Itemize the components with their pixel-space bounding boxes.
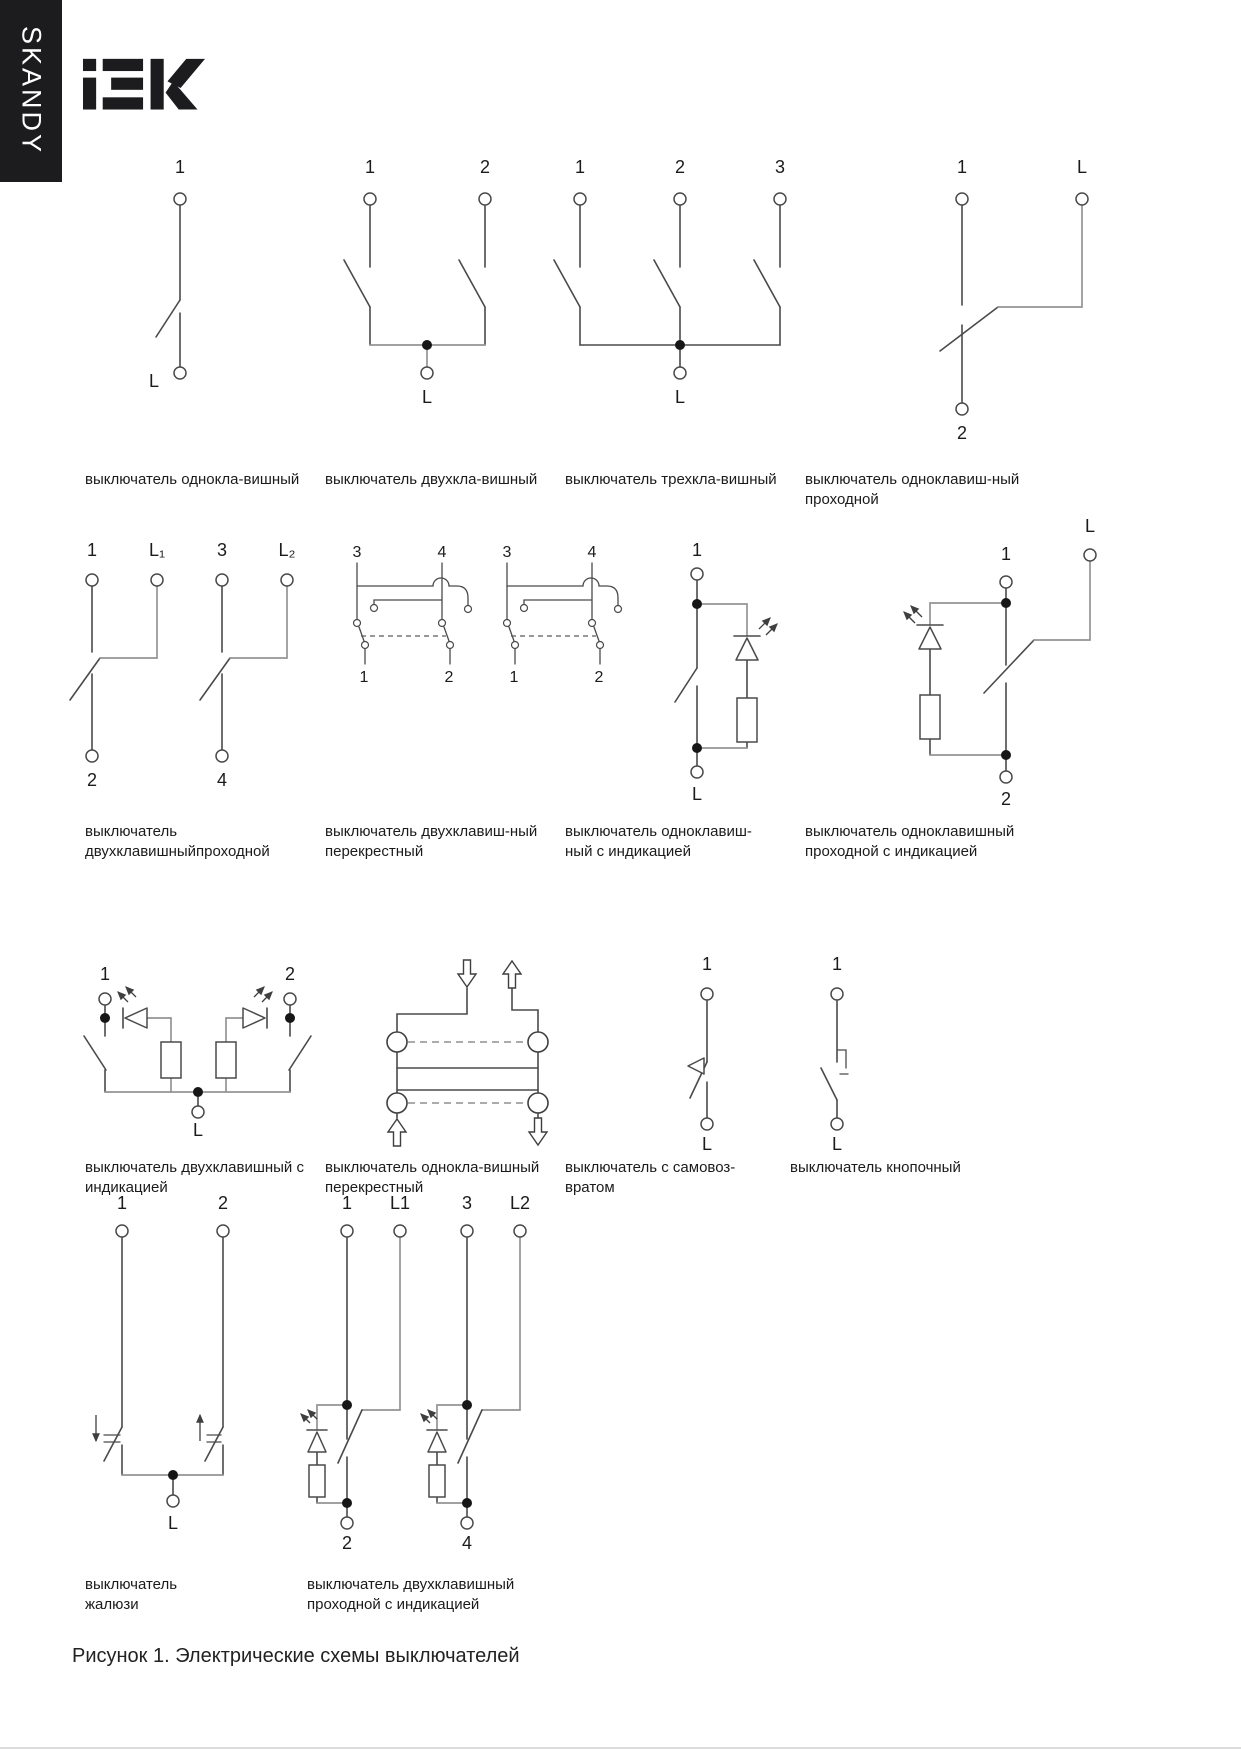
terminal-label: 2 bbox=[956, 423, 968, 443]
terminal-label: L bbox=[148, 371, 160, 391]
terminal-label: L bbox=[701, 1134, 713, 1154]
contact bbox=[362, 642, 369, 649]
terminal bbox=[701, 988, 713, 1000]
contact bbox=[447, 642, 454, 649]
terminal-label: L bbox=[1076, 157, 1088, 177]
terminal-label: 1 bbox=[574, 157, 586, 177]
contact bbox=[528, 1093, 548, 1113]
caption-r4d1: выключатель жалюзи bbox=[85, 1576, 178, 1613]
diagram-switch-push bbox=[790, 950, 880, 1175]
switch-blade bbox=[675, 668, 697, 702]
terminal bbox=[956, 403, 968, 415]
figure-caption: Рисунок 1. Электрические схемы выключателей bbox=[72, 1645, 520, 1667]
resistor bbox=[216, 1042, 236, 1078]
terminal-label: 4 bbox=[216, 770, 228, 790]
terminal-label: 1 bbox=[701, 954, 713, 974]
wires bbox=[317, 1237, 400, 1517]
caption-r1d1: выключатель однокла-вишный bbox=[85, 471, 300, 488]
resistor bbox=[429, 1465, 445, 1497]
terminal-label: 4 bbox=[587, 544, 597, 561]
terminal bbox=[192, 1106, 204, 1118]
spring-return-symbol bbox=[688, 1058, 704, 1074]
diagram-switch-1key bbox=[110, 155, 250, 460]
resistor bbox=[920, 695, 940, 739]
caption-r3d1: выключатель двухклавишный с индикацией bbox=[85, 1159, 304, 1196]
contact bbox=[387, 1032, 407, 1052]
terminal-label: L2 bbox=[509, 1195, 531, 1213]
up-arrow-icon bbox=[503, 961, 521, 988]
terminal-label: 2 bbox=[284, 966, 296, 984]
wires bbox=[554, 205, 780, 367]
led-symbol bbox=[421, 1410, 447, 1452]
diagram-switch-2key-cross bbox=[340, 542, 630, 702]
wires bbox=[437, 1237, 520, 1517]
diagram-switch-1key-ind bbox=[630, 540, 790, 825]
terminal-label: L1 bbox=[389, 1195, 411, 1213]
terminal bbox=[99, 993, 111, 1005]
contact bbox=[512, 642, 519, 649]
wires bbox=[940, 205, 1082, 403]
junction bbox=[692, 743, 702, 753]
diagram-switch-3key bbox=[540, 155, 820, 460]
switch-blade bbox=[459, 260, 485, 307]
terminal bbox=[151, 574, 163, 586]
terminal-label: L bbox=[167, 1513, 179, 1533]
terminal bbox=[116, 1225, 128, 1237]
diagram-switch-1key-cross bbox=[330, 950, 570, 1155]
terminal bbox=[691, 766, 703, 778]
switch-blade bbox=[289, 1036, 311, 1070]
resistor bbox=[737, 698, 757, 742]
wires bbox=[156, 205, 180, 367]
terminal-label: L₂ bbox=[278, 540, 296, 560]
terminal-label: 2 bbox=[444, 669, 454, 686]
caption-r2d1: выключатель двухклавишныйпроходной bbox=[85, 823, 270, 860]
diagram-switch-2key-pass-ind bbox=[300, 1195, 560, 1565]
contact bbox=[589, 620, 596, 627]
diagram-switch-1key-pass-ind bbox=[900, 515, 1130, 820]
terminal bbox=[174, 193, 186, 205]
down-arrow-icon bbox=[458, 960, 476, 987]
wires bbox=[70, 586, 287, 750]
terminal bbox=[1000, 771, 1012, 783]
down-arrow-icon bbox=[529, 1118, 547, 1145]
switch-blade bbox=[444, 627, 449, 641]
terminal bbox=[701, 1118, 713, 1130]
terminal bbox=[216, 574, 228, 586]
switch-blade bbox=[104, 1427, 122, 1461]
junction bbox=[342, 1400, 352, 1410]
contact bbox=[597, 642, 604, 649]
terminal-label: L bbox=[192, 1120, 204, 1140]
contact bbox=[615, 606, 622, 613]
contact bbox=[521, 605, 528, 612]
terminal-label: 1 bbox=[116, 1195, 128, 1213]
terminal bbox=[461, 1517, 473, 1529]
terminal-label: 2 bbox=[86, 770, 98, 790]
caption-r1d2: выключатель двухкла-вишный bbox=[325, 471, 538, 488]
terminal bbox=[394, 1225, 406, 1237]
junction bbox=[462, 1498, 472, 1508]
iek-logo bbox=[83, 58, 205, 121]
terminal bbox=[774, 193, 786, 205]
junction bbox=[692, 599, 702, 609]
resistor bbox=[161, 1042, 181, 1078]
junction bbox=[1001, 750, 1011, 760]
junction bbox=[285, 1013, 295, 1023]
switch-blade bbox=[359, 627, 364, 641]
contact bbox=[528, 1032, 548, 1052]
junction bbox=[675, 340, 685, 350]
terminal-label: 1 bbox=[509, 669, 519, 686]
terminal bbox=[284, 993, 296, 1005]
caption-r2d3: выключатель одноклавиш- ный с индикацией bbox=[565, 823, 752, 860]
junction bbox=[168, 1470, 178, 1480]
diagram-switch-2key bbox=[300, 155, 550, 460]
wires bbox=[96, 1237, 223, 1495]
junction bbox=[100, 1013, 110, 1023]
junction bbox=[193, 1087, 203, 1097]
series-tab bbox=[0, 0, 62, 182]
terminal bbox=[1076, 193, 1088, 205]
terminal-label: 2 bbox=[217, 1195, 229, 1213]
terminal bbox=[174, 367, 186, 379]
terminal-label: 1 bbox=[956, 157, 968, 177]
terminal-label: L bbox=[421, 387, 433, 407]
wires bbox=[397, 988, 538, 1118]
switch-blade bbox=[338, 1410, 362, 1463]
caption-r4d2: выключатель двухклавишный проходной с индикацией bbox=[307, 1576, 515, 1613]
wires bbox=[930, 561, 1090, 771]
terminal-label: L bbox=[691, 784, 703, 804]
series-label: SKANDY bbox=[16, 26, 47, 156]
junction bbox=[342, 1498, 352, 1508]
terminal bbox=[461, 1225, 473, 1237]
terminal bbox=[1000, 576, 1012, 588]
switch-blade bbox=[821, 1068, 837, 1100]
caption-r2d4: выключатель одноклавишный проходной с индикацией bbox=[805, 823, 1015, 860]
terminal-label: L bbox=[831, 1134, 843, 1154]
iek-logo-icon bbox=[83, 58, 205, 116]
diagram-switch-1key-pass bbox=[920, 155, 1120, 460]
terminal bbox=[281, 574, 293, 586]
terminal bbox=[341, 1517, 353, 1529]
contact bbox=[465, 606, 472, 613]
terminal-label: 3 bbox=[774, 157, 786, 177]
switch-blade bbox=[344, 260, 370, 307]
junction bbox=[422, 340, 432, 350]
terminal bbox=[479, 193, 491, 205]
terminal-label: 1 bbox=[359, 669, 369, 686]
junction bbox=[462, 1400, 472, 1410]
terminal-label: 1 bbox=[341, 1195, 353, 1213]
terminal-label: 1 bbox=[86, 540, 98, 560]
terminal-label: 3 bbox=[216, 540, 228, 560]
caption-r3d4: выключатель кнопочный bbox=[790, 1159, 961, 1176]
terminal-label: L bbox=[1084, 516, 1096, 536]
diagram-switch-2key-pass bbox=[50, 540, 340, 815]
resistor bbox=[309, 1465, 325, 1497]
contact bbox=[387, 1093, 407, 1113]
switch-blade bbox=[84, 1036, 106, 1070]
wires bbox=[344, 205, 485, 367]
terminal-label: L bbox=[674, 387, 686, 407]
wires bbox=[821, 1000, 848, 1118]
diagram-switch-momentary bbox=[660, 950, 750, 1175]
led-symbol bbox=[734, 618, 777, 660]
terminal-label: 2 bbox=[479, 157, 491, 177]
switch-blade bbox=[754, 260, 780, 307]
terminal-label: 1 bbox=[691, 540, 703, 560]
caption-r1d4: выключатель одноклавиш-ный проходной bbox=[805, 471, 1020, 508]
terminal bbox=[956, 193, 968, 205]
led-symbol bbox=[118, 987, 147, 1028]
terminal bbox=[217, 1225, 229, 1237]
terminal-label: L₁ bbox=[148, 540, 166, 560]
terminal-label: 3 bbox=[502, 544, 512, 561]
switch-blade bbox=[940, 307, 998, 351]
terminal bbox=[86, 750, 98, 762]
terminal-label: 3 bbox=[352, 544, 362, 561]
terminal bbox=[421, 367, 433, 379]
terminal bbox=[341, 1225, 353, 1237]
diagram-switch-2key-ind bbox=[60, 966, 320, 1151]
terminal bbox=[691, 568, 703, 580]
terminal bbox=[574, 193, 586, 205]
terminal bbox=[216, 750, 228, 762]
led-symbol bbox=[301, 1410, 327, 1452]
terminal bbox=[674, 367, 686, 379]
switch-blade bbox=[554, 260, 580, 307]
led-symbol bbox=[904, 606, 943, 649]
switch-blade bbox=[205, 1427, 223, 1461]
switch-blade bbox=[984, 640, 1034, 693]
switch-blade bbox=[156, 300, 180, 337]
terminal-label: 2 bbox=[341, 1533, 353, 1553]
terminal-label: 4 bbox=[461, 1533, 473, 1553]
terminal-label: 1 bbox=[99, 966, 111, 984]
terminal-label: 4 bbox=[437, 544, 447, 561]
contact bbox=[439, 620, 446, 627]
terminal bbox=[1084, 549, 1096, 561]
switch-blade bbox=[509, 627, 514, 641]
terminal-label: 2 bbox=[1000, 789, 1012, 809]
terminal-label: 1 bbox=[364, 157, 376, 177]
contact bbox=[371, 605, 378, 612]
terminal-label: 2 bbox=[594, 669, 604, 686]
page-bottom-rule bbox=[0, 1747, 1241, 1749]
up-arrow-icon bbox=[388, 1119, 406, 1146]
caption-r3d2: выключатель однокла-вишный перекрестный bbox=[325, 1159, 540, 1196]
switch-blade bbox=[200, 658, 230, 700]
terminal bbox=[674, 193, 686, 205]
terminal bbox=[831, 988, 843, 1000]
switch-blade bbox=[70, 658, 100, 700]
terminal bbox=[167, 1495, 179, 1507]
terminal bbox=[364, 193, 376, 205]
switch-blade bbox=[654, 260, 680, 307]
caption-r3d3: выключатель с самовоз- вратом bbox=[565, 1159, 736, 1196]
wires bbox=[675, 580, 747, 766]
caption-r1d3: выключатель трехкла-вишный bbox=[565, 471, 777, 488]
terminal-label: 1 bbox=[174, 157, 186, 177]
led-symbol bbox=[243, 987, 272, 1028]
terminal-label: 1 bbox=[831, 954, 843, 974]
terminal bbox=[514, 1225, 526, 1237]
switch-blade bbox=[458, 1410, 482, 1463]
junction bbox=[1001, 598, 1011, 608]
caption-r2d2: выключатель двухклавиш-ный перекрестный bbox=[325, 823, 538, 860]
terminal-label: 3 bbox=[461, 1195, 473, 1213]
contact bbox=[354, 620, 361, 627]
switch-blade bbox=[594, 627, 599, 641]
diagram-switch-blinds bbox=[60, 1195, 290, 1550]
terminal bbox=[86, 574, 98, 586]
push-actuator bbox=[838, 1050, 846, 1068]
terminal-label: 2 bbox=[674, 157, 686, 177]
terminal bbox=[831, 1118, 843, 1130]
contact bbox=[504, 620, 511, 627]
terminal-label: 1 bbox=[1000, 544, 1012, 564]
